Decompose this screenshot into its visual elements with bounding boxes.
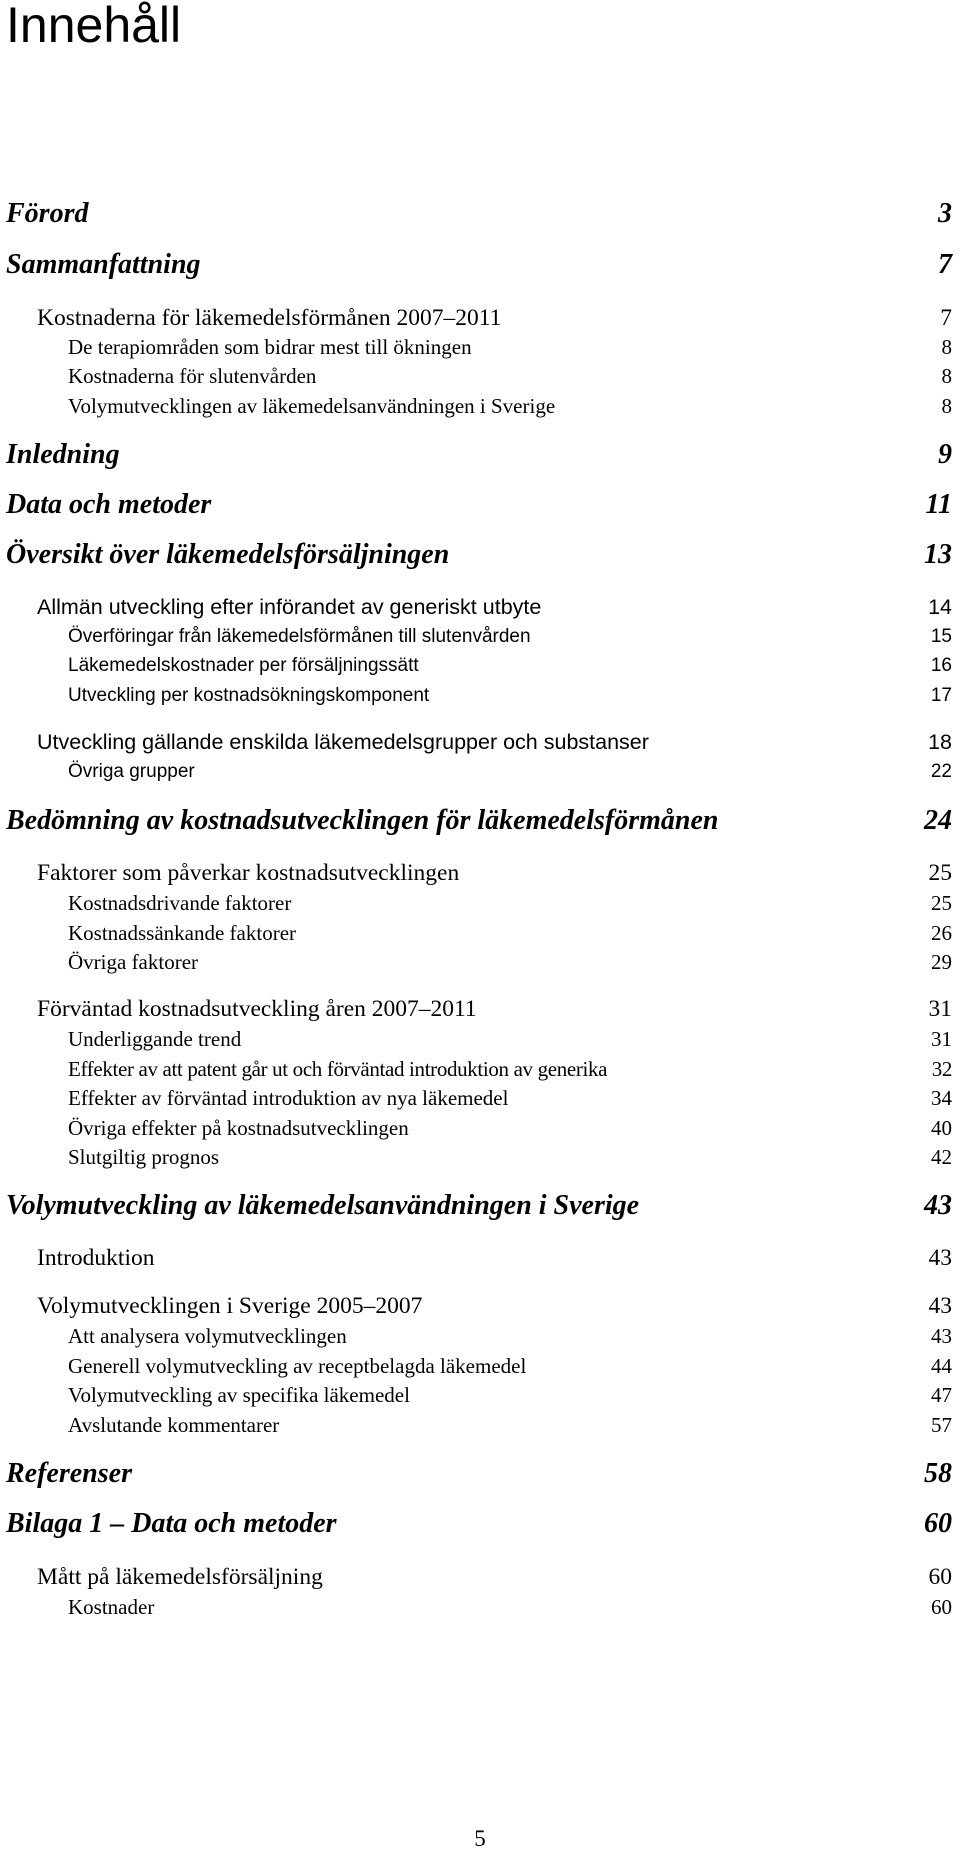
toc-entry-forvantad-kostnadsutveckling[interactable] [37, 995, 952, 1023]
toc-entry-referenser[interactable] [6, 1458, 952, 1490]
toc-entry-page: 26 [931, 921, 952, 945]
toc-entry-page: 31 [931, 1027, 952, 1051]
toc-entry-bilaga-1[interactable] [6, 1508, 952, 1540]
toc-entry-title: Kostnaderna för läkemedelsförmånen 2007–2011 [37, 305, 502, 331]
toc-entry-kostnader[interactable] [68, 1594, 952, 1620]
toc-entry-page: 47 [931, 1383, 952, 1407]
toc-entry-volymutveckling[interactable] [6, 1190, 952, 1222]
toc-entry-title: Bedömning av kostnadsutvecklingen för läkemedelsförmånen [6, 805, 719, 836]
toc-entry-page: 8 [941, 335, 952, 359]
toc-entry-page: 14 [928, 595, 952, 619]
toc-entry-title: Allmän utveckling efter införandet av generiskt utbyte [37, 595, 542, 619]
toc-entry-title: Kostnadssänkande faktorer [68, 921, 297, 945]
toc-entry-page: 60 [928, 1564, 952, 1590]
toc-entry-page: 18 [928, 730, 952, 754]
toc-entry-inledning[interactable] [6, 439, 952, 471]
toc-entry-page: 11 [925, 489, 952, 520]
toc-entry-slutgiltig-prognos[interactable] [68, 1144, 952, 1170]
toc-entry-page: 15 [930, 626, 952, 647]
toc-entry-title: Volymutveckling av läkemedelsanvändningen i Sverige [6, 1190, 640, 1221]
toc-entry-title: Övriga faktorer [68, 950, 199, 974]
toc-entry-att-analysera[interactable] [68, 1323, 952, 1349]
toc-entry-page: 8 [941, 364, 952, 388]
page-number: 5 [474, 1826, 486, 1851]
toc-entry-title: Slutgiltig prognos [68, 1145, 220, 1169]
toc-entry-page: 43 [928, 1293, 952, 1319]
toc-entry-title: Data och metoder [6, 489, 212, 520]
toc-entry-title: Effekter av att patent går ut och förväntad introduktion av generika [68, 1057, 608, 1081]
toc-entry-title: Volymutvecklingen i Sverige 2005–2007 [37, 1293, 423, 1319]
toc-entry-page: 29 [931, 950, 952, 974]
toc-entry-bedomning[interactable] [6, 805, 952, 837]
toc-entry-page: 9 [938, 439, 952, 470]
toc-entry-title: De terapiområden som bidrar mest till ökningen [68, 335, 472, 359]
toc-entry-page: 16 [930, 655, 952, 676]
toc-entry-title: Mått på läkemedelsförsäljning [37, 1564, 323, 1590]
toc-entry-volymutvecklingen-sammanfattning[interactable] [68, 393, 952, 419]
toc-entry-page: 24 [924, 805, 952, 836]
toc-entry-title: Inledning [6, 439, 120, 470]
toc-entry-page: 3 [938, 198, 952, 229]
toc-entry-kostnadsdrivande[interactable] [68, 890, 952, 916]
toc-entry-title: Förväntad kostnadsutveckling åren 2007–2011 [37, 996, 477, 1022]
toc-entry-page: 32 [931, 1057, 952, 1081]
toc-entry-title: Övriga effekter på kostnadsutvecklingen [68, 1116, 409, 1140]
toc-entry-sammanfattning[interactable] [6, 249, 952, 281]
toc-entry-title: Generell volymutveckling av receptbelagda läkemedel [68, 1354, 527, 1378]
toc-entry-page: 40 [931, 1116, 952, 1140]
toc-entry-introduktion[interactable] [37, 1244, 952, 1272]
toc-entry-page: 31 [928, 996, 952, 1022]
toc-entry-title: Översikt över läkemedelsförsäljningen [6, 539, 450, 570]
toc-entry-title: Referenser [6, 1458, 132, 1489]
toc-entry-title: Volymutveckling av specifika läkemedel [68, 1383, 410, 1407]
toc-entry-page: 58 [924, 1458, 952, 1489]
toc-entry-page: 22 [930, 761, 952, 782]
toc-entry-title: Förord [6, 198, 89, 229]
toc-entry-kostnadsokningskomponent[interactable] [68, 683, 952, 709]
toc-entry-title: Avslutande kommentarer [68, 1413, 280, 1437]
toc-entry-avslutande-kommentarer[interactable] [68, 1412, 952, 1438]
page-title: Innehåll [6, 0, 182, 53]
toc-entry-title: Kostnader [68, 1595, 155, 1619]
toc-entry-title: Kostnadsdrivande faktorer [68, 891, 292, 915]
toc-entry-page: 43 [928, 1245, 952, 1271]
toc-entry-title: Bilaga 1 – Data och metoder [6, 1508, 337, 1539]
toc-entry-title: Utveckling gällande enskilda läkemedelsgrupper och substanser [37, 730, 649, 754]
toc-entry-page: 7 [940, 305, 952, 331]
toc-entry-page: 44 [931, 1354, 952, 1378]
toc-entry-volymutvecklingen-2005-2007[interactable] [37, 1292, 952, 1320]
toc-entry-terapiomraden[interactable] [68, 334, 952, 360]
toc-entry-forord[interactable] [6, 198, 952, 230]
toc-entry-title: Faktorer som påverkar kostnadsutvecklingen [37, 860, 460, 886]
toc-entry-nya-lakemedel[interactable] [68, 1085, 952, 1111]
toc-entry-page: 42 [931, 1145, 952, 1169]
toc-entry-ovriga-effekter[interactable] [68, 1115, 952, 1141]
toc-entry-title: Volymutvecklingen av läkemedelsanvändningen i Sverige [68, 394, 556, 418]
toc-entry-page: 25 [931, 891, 952, 915]
toc-entry-ovriga-faktorer[interactable] [68, 949, 952, 975]
toc-entry-generell-volymutveckling[interactable] [68, 1353, 952, 1379]
toc-entry-title: Läkemedelskostnader per försäljningssätt [68, 655, 419, 676]
toc-entry-page: 25 [928, 860, 952, 886]
toc-entry-title: Sammanfattning [6, 249, 201, 280]
toc-entry-page: 34 [931, 1086, 952, 1110]
toc-entry-title: Introduktion [37, 1245, 155, 1271]
toc-entry-oversikt[interactable] [6, 539, 952, 571]
toc-entry-page: 7 [938, 249, 952, 280]
toc-entry-title: Utveckling per kostnadsökningskomponent [68, 685, 430, 706]
toc-entry-data-och-metoder[interactable] [6, 489, 952, 521]
toc-entry-underliggande-trend[interactable] [68, 1026, 952, 1052]
toc-entry-page: 43 [931, 1324, 952, 1348]
toc-entry-matt-pa-lakemedelsforsaljning[interactable] [37, 1563, 952, 1591]
toc-entry-kostnadssankande[interactable] [68, 920, 952, 946]
toc-entry-title: Att analysera volymutvecklingen [68, 1324, 347, 1348]
toc-entry-page: 8 [941, 394, 952, 418]
toc-entry-forsaljningssatt[interactable] [68, 653, 952, 679]
toc-entry-patent-generika[interactable] [68, 1056, 952, 1082]
toc-entry-title: Underliggande trend [68, 1027, 242, 1051]
toc-entry-page: 43 [924, 1190, 952, 1221]
toc-entry-title: Övriga grupper [68, 761, 195, 782]
toc-entry-ovriga-grupper[interactable] [68, 759, 952, 785]
toc-entry-page: 60 [931, 1595, 952, 1619]
toc-entry-page: 60 [924, 1508, 952, 1539]
toc-entry-page: 13 [924, 539, 952, 570]
toc-entry-specifika-lakemedel[interactable] [68, 1382, 952, 1408]
toc-entry-faktorer[interactable] [37, 859, 952, 887]
toc-entry-kostnaderna-lakemedelsformanen[interactable] [37, 304, 952, 332]
toc-entry-title: Överföringar från läkemedelsförmånen till slutenvården [68, 626, 531, 647]
toc-entry-page: 57 [931, 1413, 952, 1437]
toc-entry-kostnaderna-slutenvarden[interactable] [68, 363, 952, 389]
toc-entry-title: Kostnaderna för slutenvården [68, 364, 317, 388]
toc-entry-overforingar[interactable] [68, 624, 952, 650]
toc-entry-page: 17 [930, 685, 952, 706]
toc-entry-title: Effekter av förväntad introduktion av nya läkemedel [68, 1086, 509, 1110]
toc-entry-allman-utveckling[interactable] [37, 593, 952, 621]
toc-entry-enskilda-lakemedelsgrupper[interactable] [37, 728, 952, 756]
